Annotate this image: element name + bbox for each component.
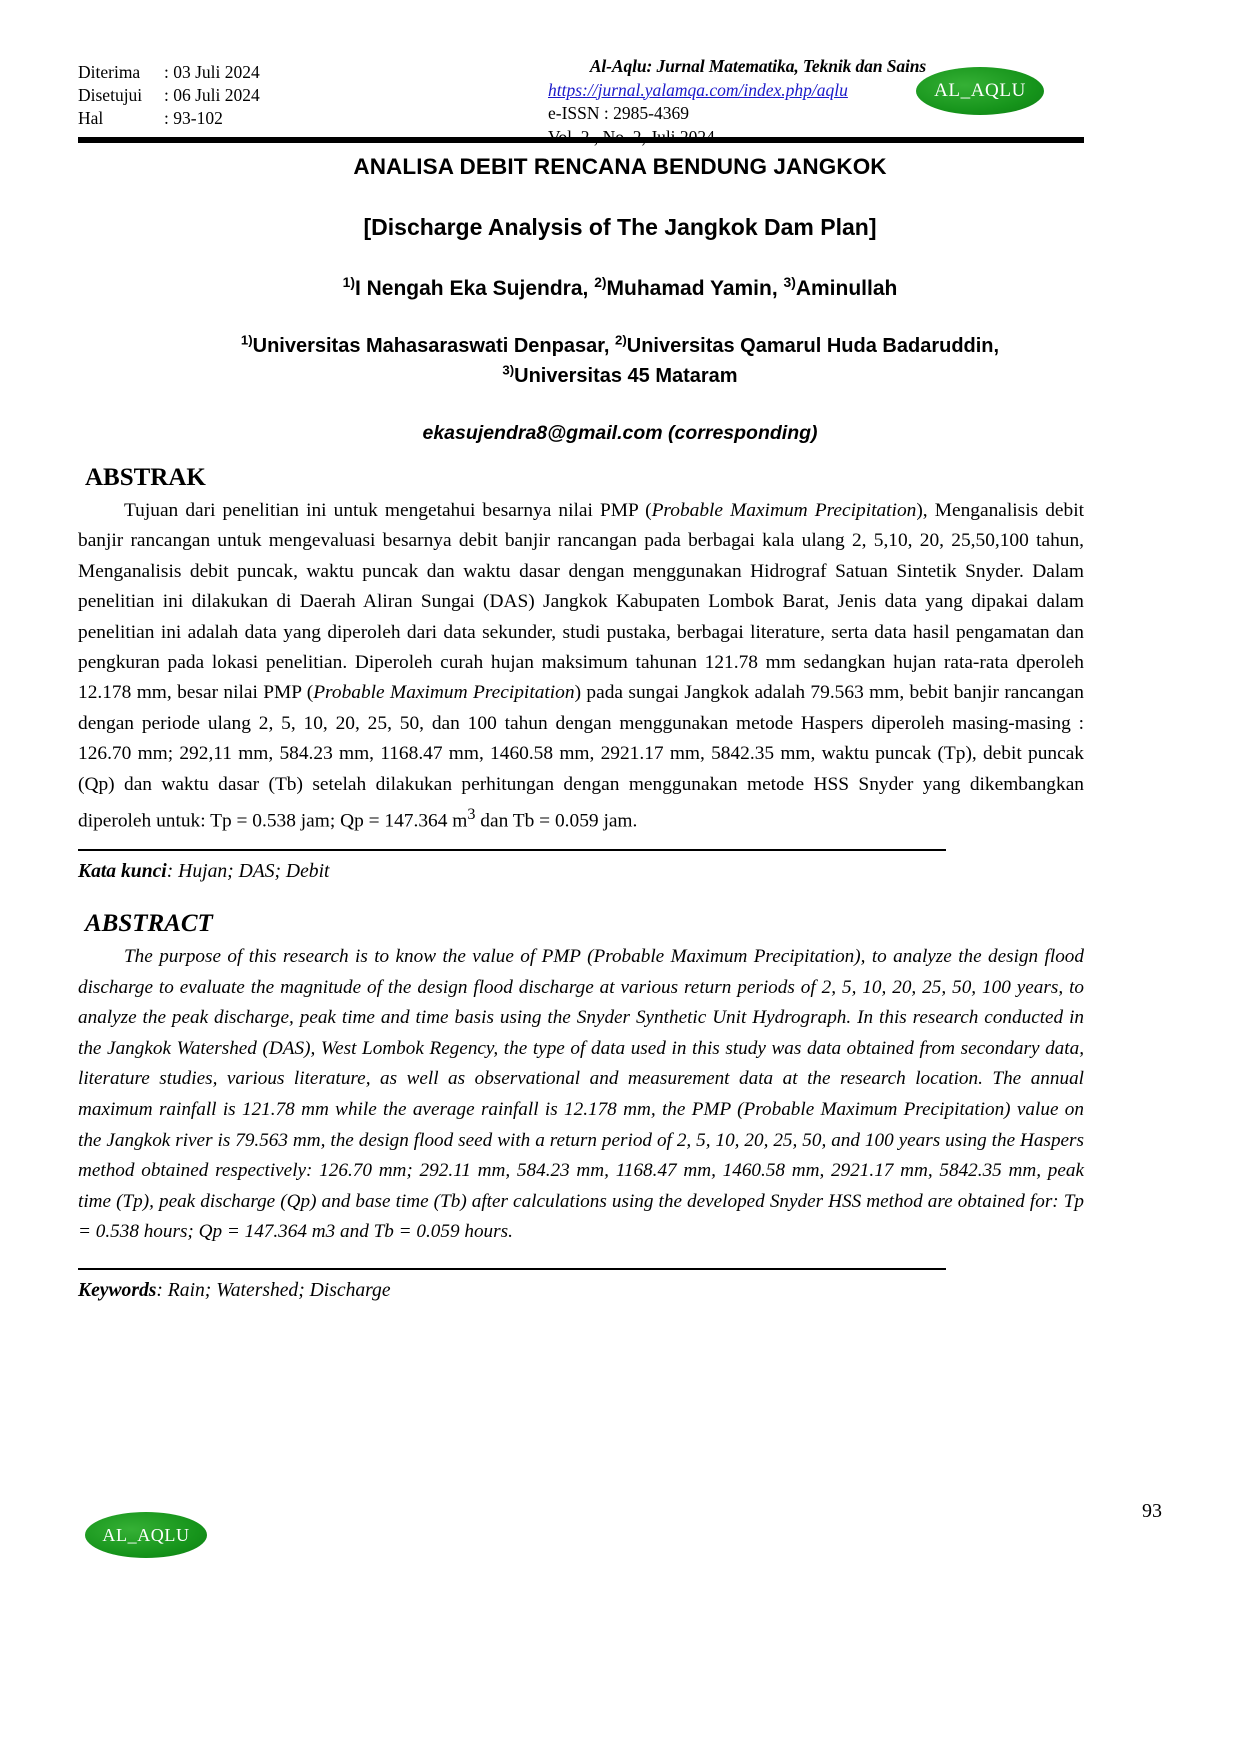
metadata-row [78, 107, 260, 130]
header-divider [78, 137, 1084, 143]
abstrak-keywords-value: : Hujan; DAS; Debit [166, 861, 330, 882]
author-name-1: I Nengah Eka Sujendra, [354, 277, 595, 300]
affiliation-list [100, 331, 1140, 391]
metadata-label: Diterima [78, 62, 141, 82]
author-list [100, 274, 1140, 303]
affiliation-marker-2: 2) [615, 332, 627, 348]
author-marker-2: 2) [594, 274, 607, 290]
cubic-meter-exponent: 3 [467, 806, 476, 824]
abstrak-part-4: dan Tb = 0.059 jam. [475, 810, 638, 832]
abstrak-italic-term-2: Probable Maximum Precipitation [313, 682, 575, 704]
abstract-text: The purpose of this research is to know the value of PMP (Probable Maximum Precipitation), to analyze the design flood discharge to evaluate the magnitude of the design flood discharge at various return periods of 2, 5, 10, 20, 25, 50, 100 years, to analyze the peak discharge, peak time and time basis using the Snyder Synthetic Unit Hydrograph. In this research conducted in the Jangkok Watershed (DAS), West Lombok Regency, the type of data used in this study was data obtained from secondary data, literature studies, various literature, as well as observational and measurement data at the research location. The annual maximum rainfall is 121.78 mm while the average rainfall is 12.178 mm, the PMP (Probable Maximum Precipitation) value on the Jangkok river is 79.563 mm, the design flood seed with a return period of 2, 5, 10, 20, 25, 50, and 100 years using the Haspers method obtained respectively: 126.70 mm; 292.11 mm, 584.23 mm, 1168.47 mm, 1460.58 mm, 2921.17 mm, 5842.35 mm, peak time (Tp), peak discharge (Qp) and base time (Tb) after calculations using the developed Snyder HSS method are obtained for: Tp = 0.538 hours; Qp = 147.364 m3 and Tb = 0.059 hours. [78, 946, 1084, 1243]
affiliation-2: Universitas Qamarul Huda Badaruddin, [626, 335, 1000, 357]
corresponding-email[interactable]: ekasujendra8@gmail.com (corresponding) [422, 422, 818, 444]
abstrak-part-3: ) pada sungai Jangkok adalah 79.563 mm, bebit banjir rancangan dengan periode ulang 2, 5, 10, 20, 25, 50, dan 100 tahun dengan menggunakan metode Haspers diperoleh masing-masing : 126.70 mm; 292,11 mm, 584.23 mm, 1168.47 mm, 1460.58 mm, 2921.17 mm, 5842.35 mm, waktu puncak (Tp), debit puncak (Qp) dan waktu dasar (Tb) setelah dilakukan perhitungan dengan menggunakan metode HSS Snyder yang dikembangkan diperoleh untuk: Tp = 0.538 jam; Qp = 147.364 m [78, 682, 1084, 832]
paper-title-english: [Discharge Analysis of The Jangkok Dam Plan] [363, 214, 877, 240]
author-marker-1: 1) [342, 274, 355, 290]
abstrak-heading: ABSTRAK [85, 464, 206, 491]
abstract-keywords-label: Keywords [78, 1280, 157, 1301]
metadata-label: Hal [78, 108, 104, 128]
journal-url-line [548, 79, 968, 103]
metadata-row [78, 84, 260, 107]
metadata-value: : 03 Juli 2024 [164, 62, 260, 82]
author-marker-3: 3) [783, 274, 796, 290]
journal-logo-icon [916, 67, 1044, 115]
journal-eissn: e-ISSN : 2985-4369 [548, 103, 689, 123]
metadata-value: : 06 Juli 2024 [164, 85, 260, 105]
abstrak-part-2: ), Menganalisis debit banjir rancangan untuk mengevaluasi besarnya debit banjir rancangan pada berbagai kala ulang 2, 5,10, 20, 25,50,100 tahun, Menganalisis debit puncak, waktu puncak dan waktu dasar dengan menggunakan Hidrograf Satuan Sintetik Snyder. Dalam penelitian ini dilakukan di Daerah Aliran Sungai (DAS) Jangkok Kabupaten Lombok Barat, Jenis data yang dipakai dalam penelitian ini adalah data yang diperoleh dari data sekunder, studi pustaka, berbagai literature, serta data hasil pengamatan dan pengkuran pada lokasi penelitian. Diperoleh curah hujan maksimum tahunan 121.78 mm sedangkan hujan rata-rata dperoleh 12.178 mm, besar nilai PMP ( [78, 500, 1084, 704]
page-number: 93 [1142, 1500, 1162, 1522]
abstract-keywords-value: : Rain; Watershed; Discharge [156, 1280, 391, 1301]
abstract-keywords-divider [78, 1268, 946, 1270]
journal-logo-text: AL_AQLU [934, 80, 1026, 101]
metadata-label: Disetujui [78, 85, 143, 105]
metadata-row [78, 61, 260, 84]
journal-info [548, 55, 968, 149]
journal-url-link[interactable]: https://jurnal.yalamqa.com/index.php/aqlu [548, 79, 848, 100]
affiliation-3: Universitas 45 Mataram [514, 365, 738, 387]
abstrak-keywords-label: Kata kunci [78, 861, 167, 882]
abstract-keywords [78, 1277, 1084, 1304]
footer-logo-text: AL_AQLU [102, 1524, 190, 1545]
abstrak-keywords [78, 858, 1084, 885]
abstrak-body [78, 496, 1084, 837]
abstrak-part-1: Tujuan dari penelitian ini untuk mengetahui besarnya nilai PMP ( [124, 500, 652, 521]
metadata-value: : 93-102 [164, 108, 223, 128]
paper-title-indonesian: ANALISA DEBIT RENCANA BENDUNG JANGKOK [353, 154, 887, 179]
page-header [78, 55, 1084, 137]
abstrak-italic-term-1: Probable Maximum Precipitation [651, 500, 917, 521]
author-name-2: Muhamad Yamin, [606, 277, 784, 300]
footer-logo-icon [85, 1512, 207, 1558]
affiliation-marker-3: 3) [502, 362, 515, 378]
abstrak-keywords-divider [78, 849, 946, 851]
submission-metadata [78, 61, 260, 130]
author-name-3: Aminullah [795, 277, 898, 300]
title-block [100, 152, 1140, 446]
affiliation-1: Universitas Mahasaraswati Denpasar, [252, 335, 616, 357]
affiliation-marker-1: 1) [240, 332, 253, 348]
journal-title: Al-Aqlu: Jurnal Matematika, Teknik dan Sains [589, 56, 927, 76]
abstract-body [78, 942, 1084, 1248]
abstract-heading: ABSTRACT [85, 910, 213, 937]
